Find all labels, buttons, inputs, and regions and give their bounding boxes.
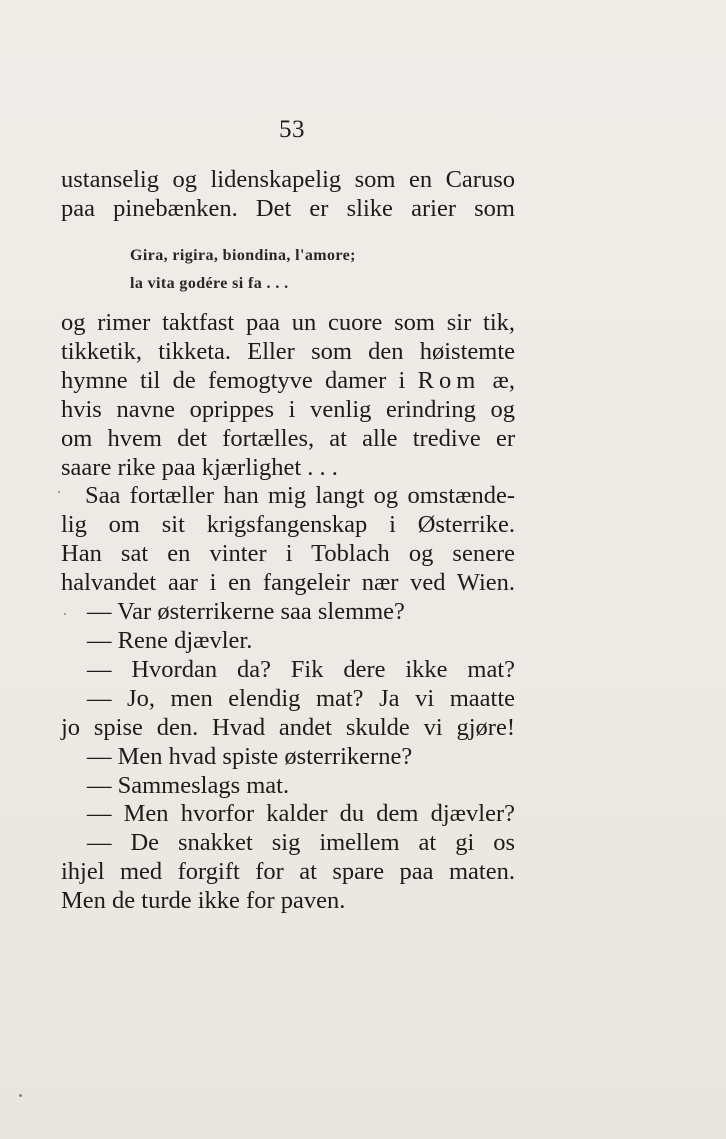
text-line: om hvem det fortælles, at alle tredive er — [61, 424, 515, 452]
text-line: jo spise den. Hvad andet skulde vi gjøre! — [61, 713, 515, 741]
spaced-word-rome: Rom — [417, 366, 481, 394]
paragraph-continued — [61, 166, 515, 224]
paper-speck — [19, 1094, 22, 1097]
text-line: tikketik, tikketa. Eller som den høistemte — [61, 337, 515, 365]
text-line: saare rike paa kjærlighet . . . — [61, 453, 338, 481]
text-line: Han sat en vinter i Toblach og senere — [61, 540, 515, 568]
quote-line: Gira, rigira, biondina, l'amore; — [130, 247, 356, 264]
main-paragraph — [61, 309, 515, 916]
quote-line: la vita godére si fa . . . — [130, 275, 289, 292]
paper-speck — [64, 613, 66, 615]
dialogue-line: — De snakket sig imellem at gi os — [87, 829, 515, 857]
text-line: Men de turde ikke for paven. — [61, 887, 346, 915]
dialogue-line: — Var østerrikerne saa slemme? — [87, 598, 405, 626]
dialogue-line: — Jo, men elendig mat? Ja vi maatte — [87, 684, 515, 712]
text-line: ustanselig og lidenskapelig som en Caruso — [61, 166, 515, 193]
paper-speck — [58, 491, 60, 493]
dialogue-line: — Hvordan da? Fik dere ikke mat? — [87, 655, 515, 683]
text-fragment: hymne til de femogtyve damer i — [61, 366, 406, 394]
text-line: halvandet aar i en fangeleir nær ved Wien. — [61, 569, 515, 597]
text-line: lig om sit krigsfangenskap i Østerrike. — [61, 511, 515, 539]
text-line — [61, 367, 515, 396]
dialogue-line: — Men hvad spiste østerrikerne? — [87, 742, 413, 770]
dialogue-line: — Men hvorfor kalder du dem djævler? — [87, 800, 515, 828]
text-fragment: æ, — [492, 366, 515, 394]
text-line: og rimer taktfast paa un cuore som sir tik, — [61, 309, 515, 336]
dialogue-line: — Rene djævler. — [87, 626, 253, 654]
song-quote — [130, 242, 460, 298]
text-line: ihjel med forgift for at spare paa maten. — [61, 858, 515, 886]
dialogue-line: — Sammeslags mat. — [87, 771, 290, 799]
text-line: Saa fortæller han mig langt og omstænde- — [85, 482, 515, 510]
page-number: 53 — [279, 116, 305, 143]
text-line: hvis navne oprippes i venlig erindring og — [61, 395, 515, 423]
text-line: paa pinebænken. Det er slike arier som — [61, 194, 515, 222]
